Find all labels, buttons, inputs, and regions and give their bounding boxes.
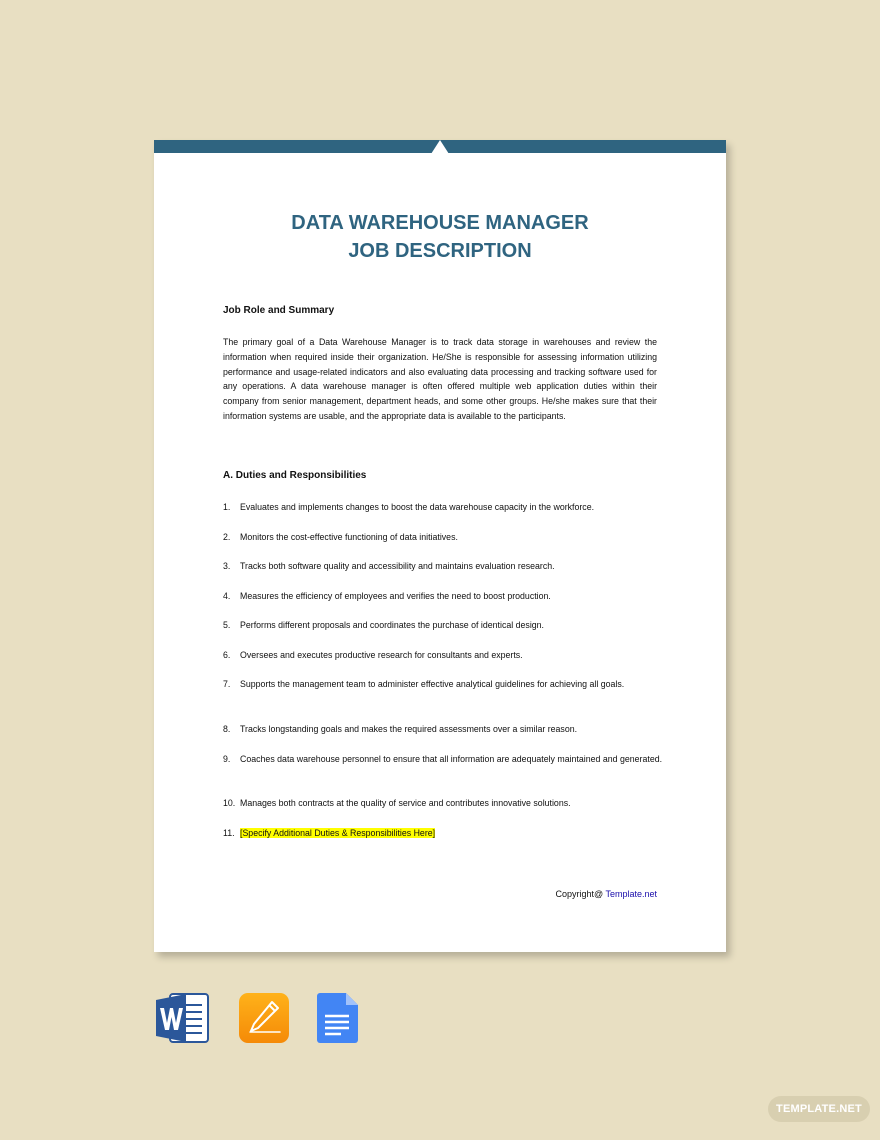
title-line-2: JOB DESCRIPTION xyxy=(348,240,532,262)
duty-number: 4. xyxy=(223,591,231,601)
duty-text: Performs different proposals and coordinates the purchase of identical design. xyxy=(240,620,544,630)
duty-text: Tracks both software quality and accessibility and maintains evaluation research. xyxy=(240,561,555,571)
summary-heading: Job Role and Summary xyxy=(223,305,335,316)
copyright-label: Copyright@ xyxy=(555,889,606,899)
duty-item-3 xyxy=(223,559,663,574)
duty-number: 3. xyxy=(223,561,231,571)
document-title xyxy=(154,209,726,265)
duty-number: 9. xyxy=(223,754,231,764)
duty-text: Supports the management team to administer effective analytical guidelines for achieving all goals. xyxy=(240,679,625,689)
duty-text: Oversees and executes productive research for consultants and experts. xyxy=(240,650,523,660)
duty-text: Coaches data warehouse personnel to ensure that all information are adequately maintained and generated. xyxy=(240,754,663,764)
duty-item-4 xyxy=(223,589,663,604)
pages-icon[interactable] xyxy=(238,992,292,1044)
duty-item-2 xyxy=(223,530,663,545)
duty-number: 8. xyxy=(223,724,231,734)
google-docs-icon[interactable] xyxy=(310,992,364,1044)
duty-item-10 xyxy=(223,796,663,811)
duty-number: 2. xyxy=(223,532,231,542)
duty-text: Tracks longstanding goals and makes the required assessments over a similar reason. xyxy=(240,724,578,734)
duty-number: 7. xyxy=(223,679,231,689)
duty-number: 11. xyxy=(223,828,235,838)
duty-item-6 xyxy=(223,648,663,663)
duty-item-1 xyxy=(223,500,663,515)
document-page xyxy=(154,140,726,952)
word-icon[interactable] xyxy=(156,992,210,1044)
duty-item-8 xyxy=(223,722,663,737)
duties-heading: A. Duties and Responsibilities xyxy=(223,470,367,481)
summary-paragraph: The primary goal of a Data Warehouse Manager is to track data storage in warehouses and review the information when required inside their organization. He/She is responsible for assessing information utilizing performance and usage-related indicators and also evaluating data processing and tracking software used for any operations. A data warehouse manager is often offered multiple web application duties within their company from senior management, department heads, and some other groups. He/she makes sure that their information systems are usable, and the appropriate data is available to the participants. xyxy=(223,337,657,421)
duty-number: 6. xyxy=(223,650,231,660)
template-link[interactable]: Template.net xyxy=(605,889,657,899)
duty-text: Evaluates and implements changes to boost the data warehouse capacity in the workforce. xyxy=(240,502,595,512)
duty-number: 5. xyxy=(223,620,231,630)
duty-item-11 xyxy=(223,826,663,841)
copyright xyxy=(555,889,657,899)
duty-text: Monitors the cost-effective functioning of data initiatives. xyxy=(240,532,458,542)
placeholder-highlight: [Specify Additional Duties & Responsibilities Here] xyxy=(240,828,436,838)
duty-text: Measures the efficiency of employees and verifies the need to boost production. xyxy=(240,591,551,601)
duty-item-7 xyxy=(223,677,663,692)
duty-text: Manages both contracts at the quality of service and contributes innovative solutions. xyxy=(240,798,571,808)
duty-number: 10. xyxy=(223,798,236,808)
duty-item-9 xyxy=(223,752,663,767)
duty-item-5 xyxy=(223,618,663,633)
duty-number: 1. xyxy=(223,502,231,512)
title-line-1: DATA WAREHOUSE MANAGER xyxy=(291,212,589,234)
watermark-badge: TEMPLATE.NET xyxy=(768,1096,870,1122)
